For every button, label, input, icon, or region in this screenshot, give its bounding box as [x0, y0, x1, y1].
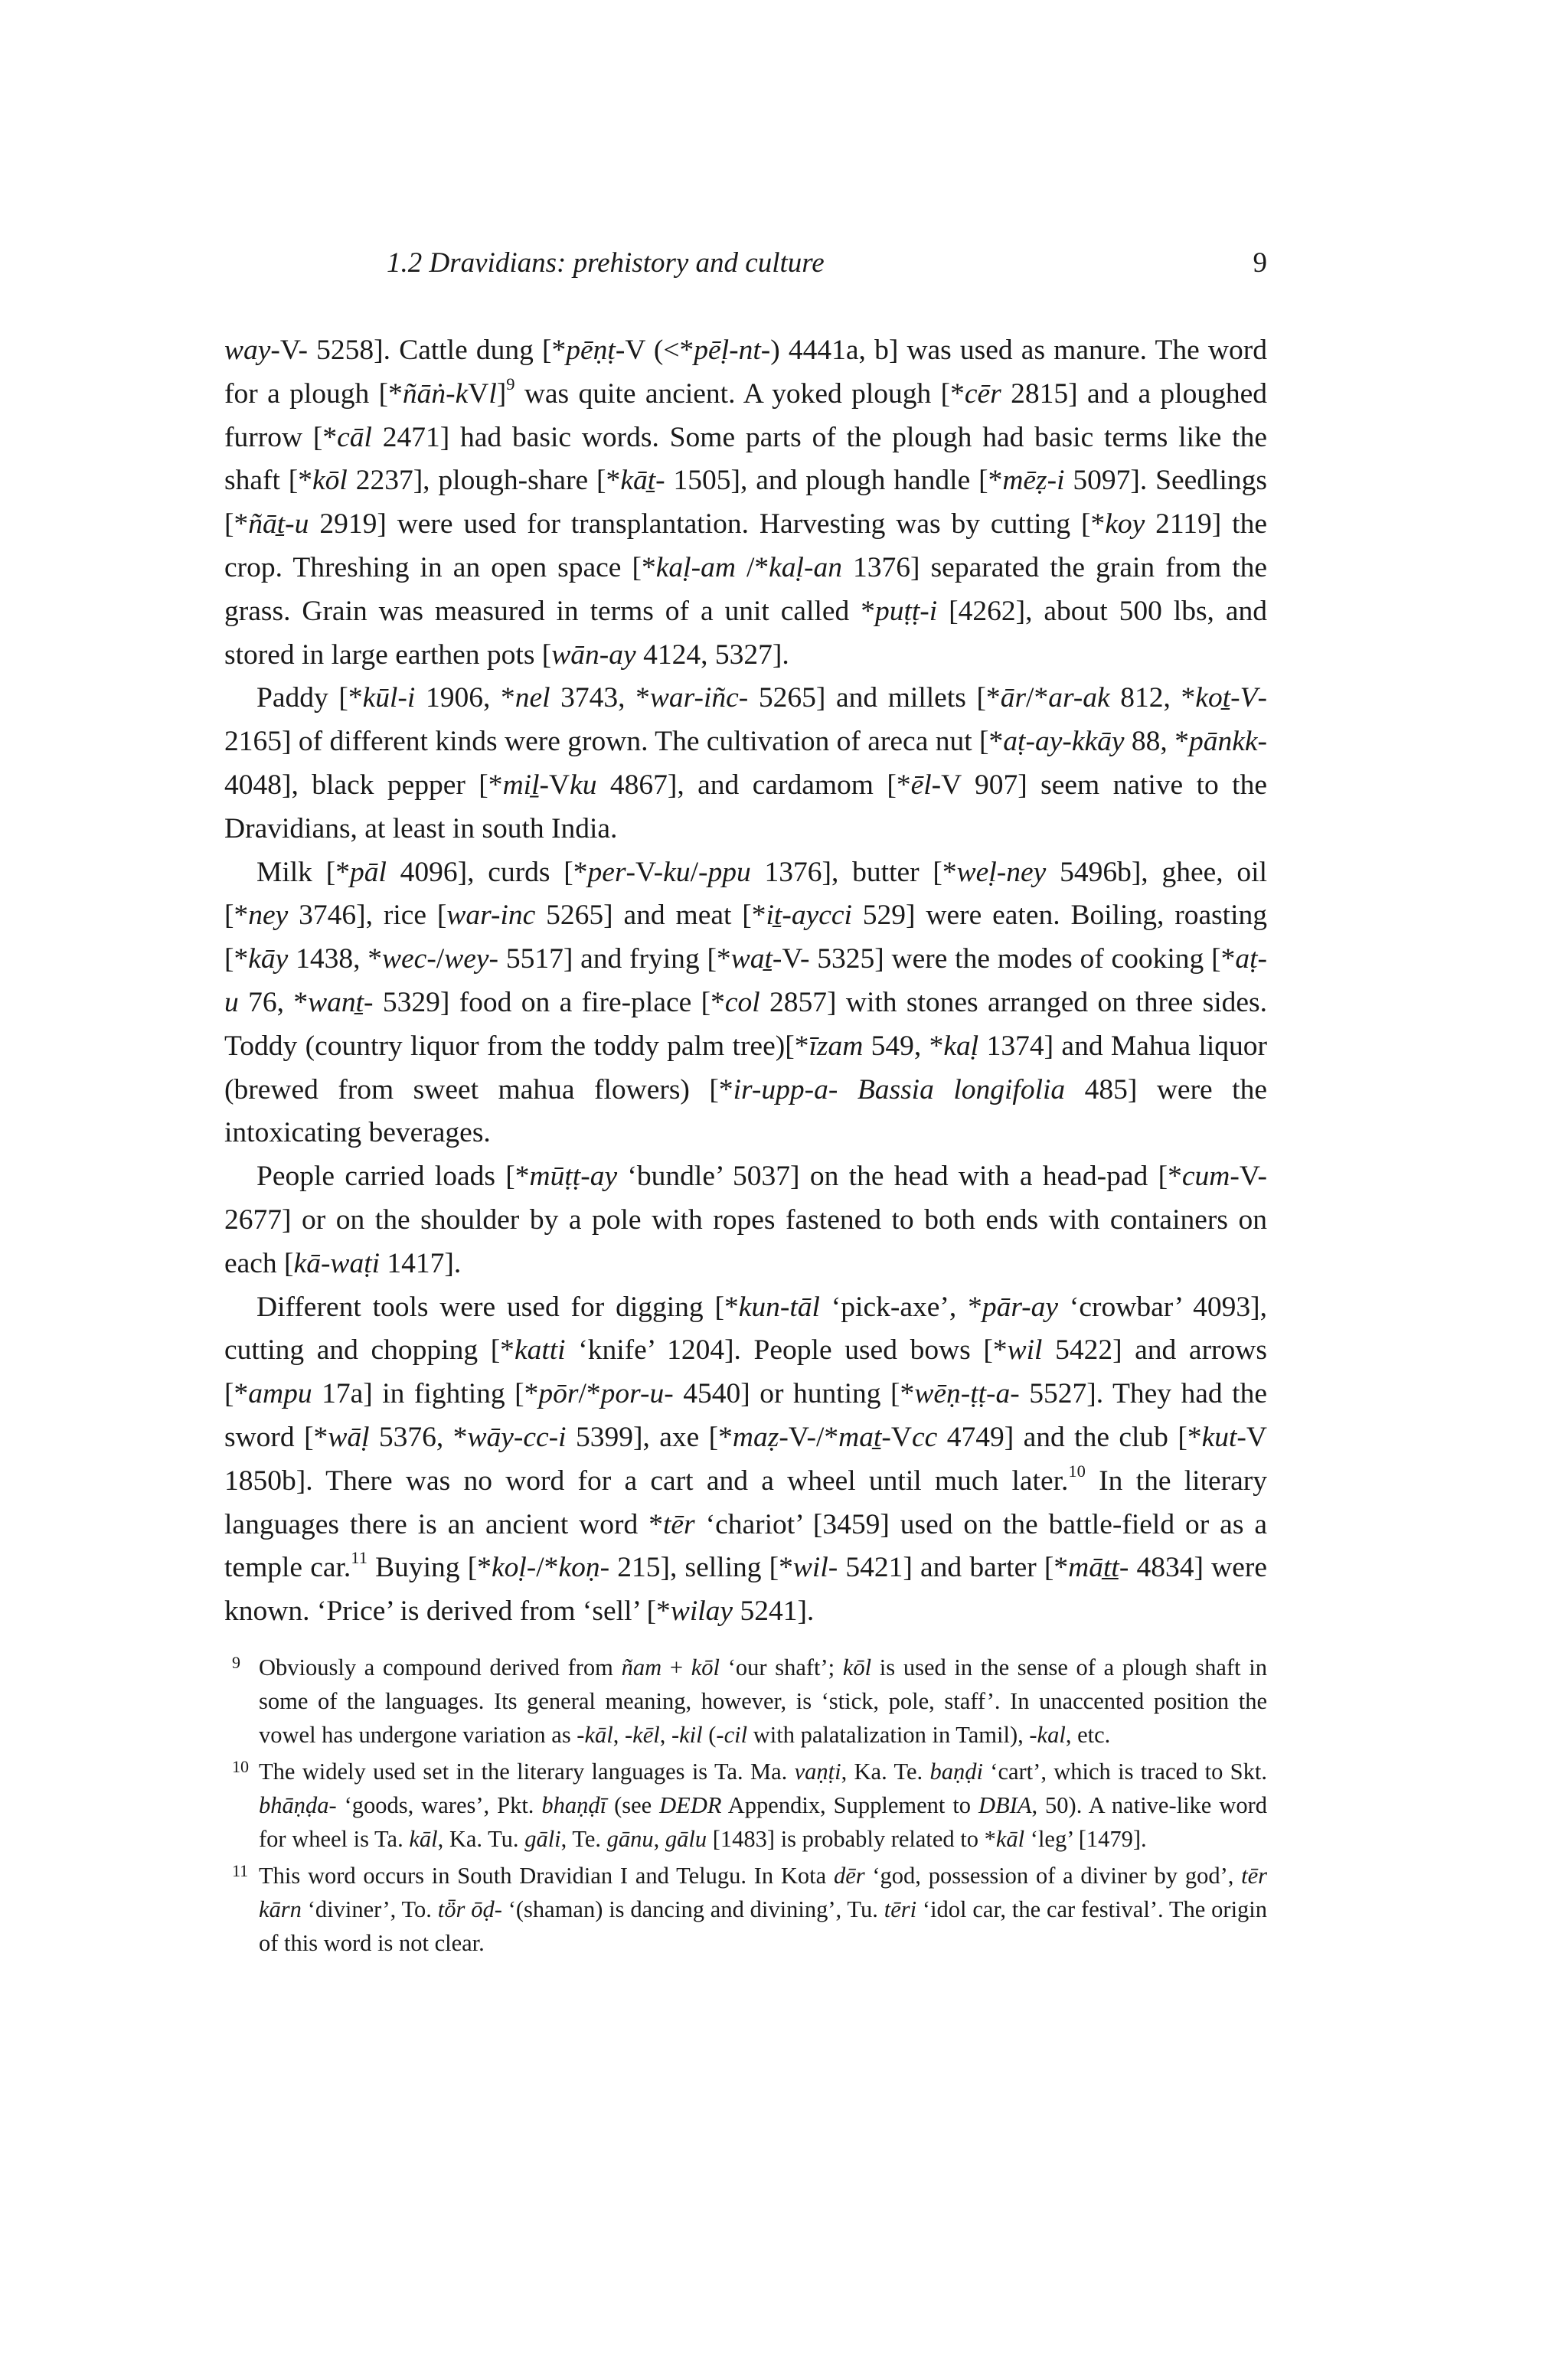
body-paragraph: Paddy [*kūl-i 1906, *nel 3743, *war-iñc- 5265] and millets [*ār/*ar-ak 812, *koṯ-V- 2165] of different kinds were grown. The cultivation of areca nut [*aṭ-ay-kkāy 88, *pānkk- 4048], black pepper [*miḻ-Vku 4867], and cardamom [*ēl-V 907] seem native to the Dravidians, at least in south India. [224, 682, 1268, 844]
running-title: 1.2 Dravidians: prehistory and culture [387, 247, 825, 279]
footnote-number: 10 [232, 1757, 249, 1776]
running-head [387, 247, 1267, 285]
body-paragraph: way-V- 5258]. Cattle dung [*pēṇṭ-V (<*pēḷ-nt-) 4441a, b] was used as manure. The word for a plough [*ñāṅ-kVl]$^9$ was quite ancient. A yoked plough [*cēr 2815] and a ploughed furrow [*cāl 2471] had basic words. Some parts of the plough had basic terms like the shaft [*kōl 2237], plough-share [*kāṯ- 1505], and plough handle [*mēẓ-i 5097]. Seedlings [*ñāṯ-u 2919] were used for transplantation. Harvesting was by cutting [*koy 2119] the crop. Threshing in an open space [*kaḷ-am /*kaḷ-an 1376] separated the grain from the grass. Grain was measured in terms of a unit called *puṭṭ-i [4262], about 500 lbs, and stored in large earthen pots [wān-ay 4124, 5327]. [224, 335, 1268, 671]
footnotes [224, 1651, 1267, 1963]
footnote [224, 1755, 1267, 1856]
footnote-text: The widely used set in the literary languages is Ta. Ma. vaṇṭi, Ka. Te. baṇḍi ‘cart’, which is traced to Skt. bhāṇḍa- ‘goods, wares’, Pkt. bhaṇḍī (see DEDR Appendix, Supplement to DBIA, 50). A native-like word for wheel is Ta. kāl, Ka. Tu. gāli, Te. gānu, gālu [1483] is probably related to *kāl ‘leg’ [1479]. [259, 1759, 1267, 1852]
footnote [224, 1859, 1267, 1960]
main-text [224, 329, 1267, 1634]
page-number: 9 [1253, 247, 1267, 279]
body-paragraph: People carried loads [*mūṭṭ-ay ‘bundle’ 5037] on the head with a head-pad [*cum-V- 2677] or on the shoulder by a pole with ropes fastened to both ends with containers on each [kā-waṭi 1417]. [224, 1161, 1267, 1279]
body-paragraph: Different tools were used for digging [*kun-tāl ‘pick-axe’, *pār-ay ‘crowbar’ 4093], cutting and chopping [*katti ‘knife’ 1204]. People used bows [*wil 5422] and arrows [*ampu 17a] in fighting [*pōr/*por-u- 4540] or hunting [*wēṇ-ṭṭ-a- 5527]. They had the sword [*wāḷ 5376, *wāy-cc-i 5399], axe [*maẓ-V-/*maṯ-Vcc 4749] and the club [*kut-V 1850b]. There was no word for a cart and a wheel until much later.$^{10}$ In the literary languages there is an ancient word *tēr ‘chariot’ [3459] used on the battle-field or as a temple car.$^{11}$ Buying [*koḷ-/*koṇ- 215], selling [*wil- 5421] and barter [*māṯṯ- 4834] were known. ‘Price’ is derived from ‘sell’ [*wilay 5241]. [224, 1291, 1267, 1628]
footnote-number: 9 [232, 1653, 240, 1672]
footnote-text: This word occurs in South Dravidian I and Telugu. In Kota dēr ‘god, possession of a diviner by god’, tēr kārn ‘diviner’, To. tȫr ōḍ- ‘(shaman) is dancing and divining’, Tu. tēri ‘idol car, the car festival’. The origin of this word is not clear. [259, 1863, 1268, 1956]
footnote [224, 1651, 1267, 1752]
body-paragraph: Milk [*pāl 4096], curds [*per-V-ku/-ppu 1376], butter [*weḷ-ney 5496b], ghee, oil [*ney 3746], rice [war-inc 5265] and meat [*iṯ-aycci 529] were eaten. Boiling, roasting [*kāy 1438, *wec-/wey- 5517] and frying [*waṯ-V- 5325] were the modes of cooking [*aṭ-u 76, *wanṯ- 5329] food on a fire-place [*col 2857] with stones arranged on three sides. Toddy (country liquor from the toddy palm tree)[*īzam 549, *kaḷ 1374] and Mahua liquor (brewed from sweet mahua flowers) [*ir-upp-a- Bassia longifolia 485] were the intoxicating beverages. [224, 856, 1268, 1149]
footnote-number: 11 [232, 1861, 249, 1880]
footnote-text: Obviously a compound derived from ñam + kōl ‘our shaft’; kōl is used in the sense of a plough shaft in some of the languages. Its general meaning, however, is ‘stick, pole, staff’. In unaccented position the vowel has undergone variation as -kāl, -kēl, -kil (-cil with palatalization in Tamil), -kal, etc. [259, 1654, 1268, 1748]
